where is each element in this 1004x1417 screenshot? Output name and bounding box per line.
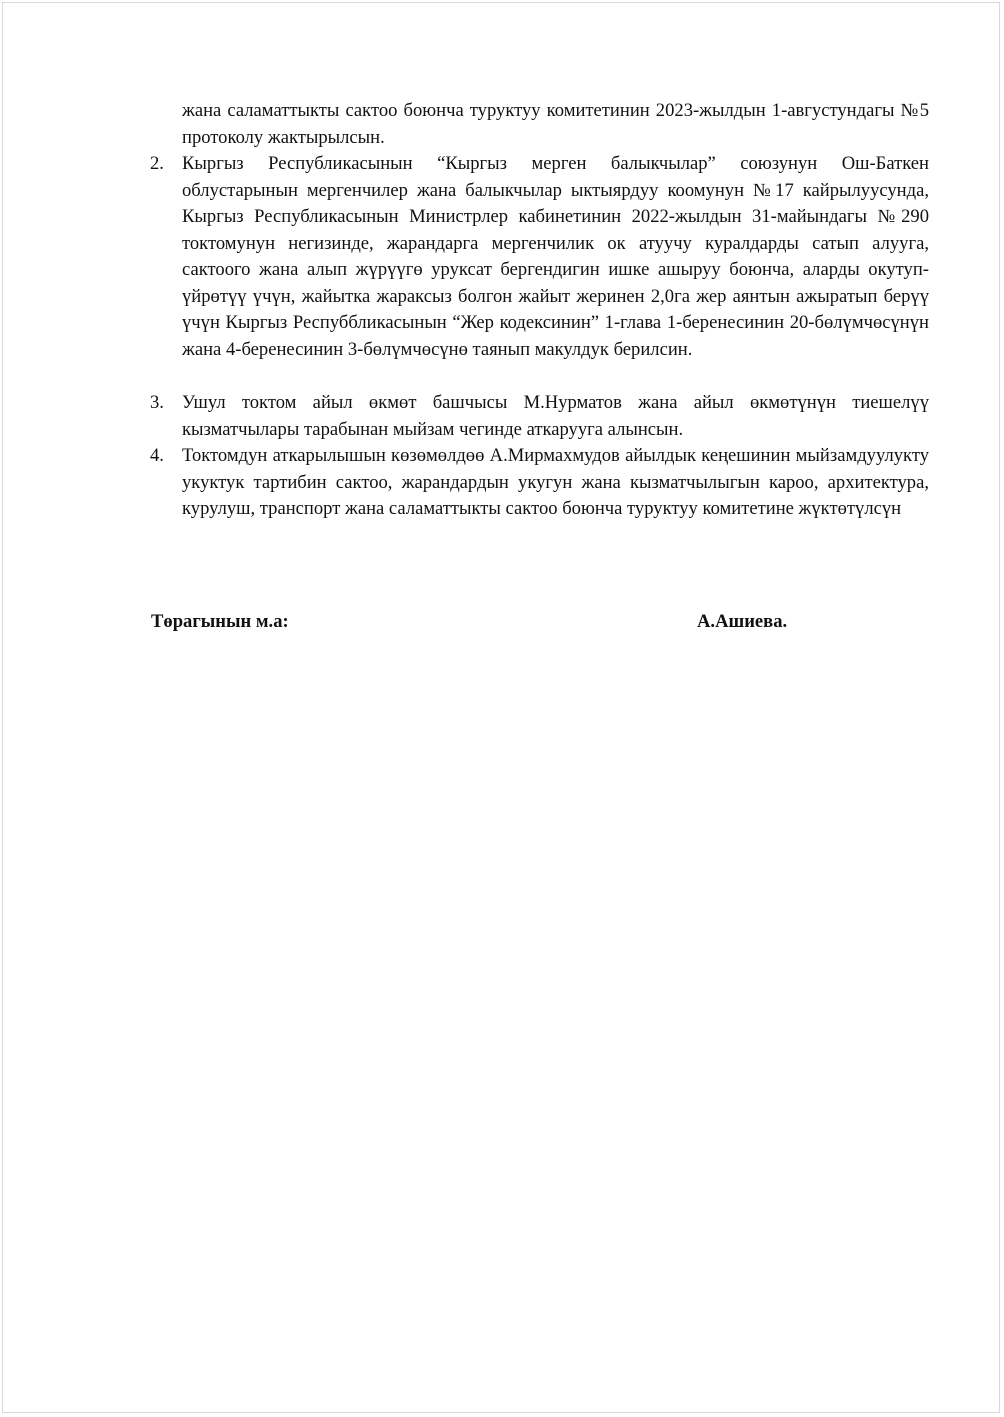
- list-item-number-4: 4.: [150, 445, 164, 466]
- list-item-number-2: 2.: [150, 153, 164, 174]
- signature-title: Төрагынын м.а:: [151, 611, 289, 632]
- signature-name: А.Ашиева.: [697, 611, 788, 632]
- list-item-number-3: 3.: [150, 392, 164, 413]
- continued-paragraph: жана саламаттыкты сактоо боюнча туруктуу комитетинин 2023-жылдын 1-августундагы №5 протоколу жактырылсын.: [182, 100, 929, 148]
- list-item-text-2: Кыргыз Республикасынын “Кыргыз мерген балыкчылар” союзунун Ош-Баткен облустарынын мергенчилер жана балыкчылар ыктыярдуу коомунун №17 кайрылуусунда, Кыргыз Республикасынын Министрлер кабинетинин 2022-жылдын 31-майындагы №290 токтомунун негизинде, жарандарга мергенчилик ок атуучу куралдарды сатып алууга, сактоого жана алып жүрүүгө уруксат бергендигин ишке ашыруу боюнча, аларды окутуп-үйрөтүү үчүн, жайытка жараксыз болгон жайыт жеринен 2,0га жер аянтын ажыратып берүү үчүн Кыргыз Респуббликасынын “Жер кодексинин” 1-глава 1-беренесинин 20-бөлүмчөсүнүн жана 4-беренесинин 3-бөлүмчөсүнө таянып макулдук берилсин.: [182, 153, 929, 360]
- list-item-text-3: Ушул токтом айыл өкмөт башчысы М.Нурматов жана айыл өкмөтүнүн тиешелүү кызматчылары тарабынан мыйзам чегинде аткарууга алынсын.: [182, 392, 929, 440]
- list-item-text-4: Токтомдун аткарылышын көзөмөлдөө А.Мирмахмудов айылдык кеңешинин мыйзамдуулукту укуктук тартибин сактоо, жарандардын укугун жана кызматчылыгын кароо, архитектура, курулуш, транспорт жана саламаттыкты сактоо боюнча туруктуу комитетине жүктөтүлсүн: [182, 445, 929, 519]
